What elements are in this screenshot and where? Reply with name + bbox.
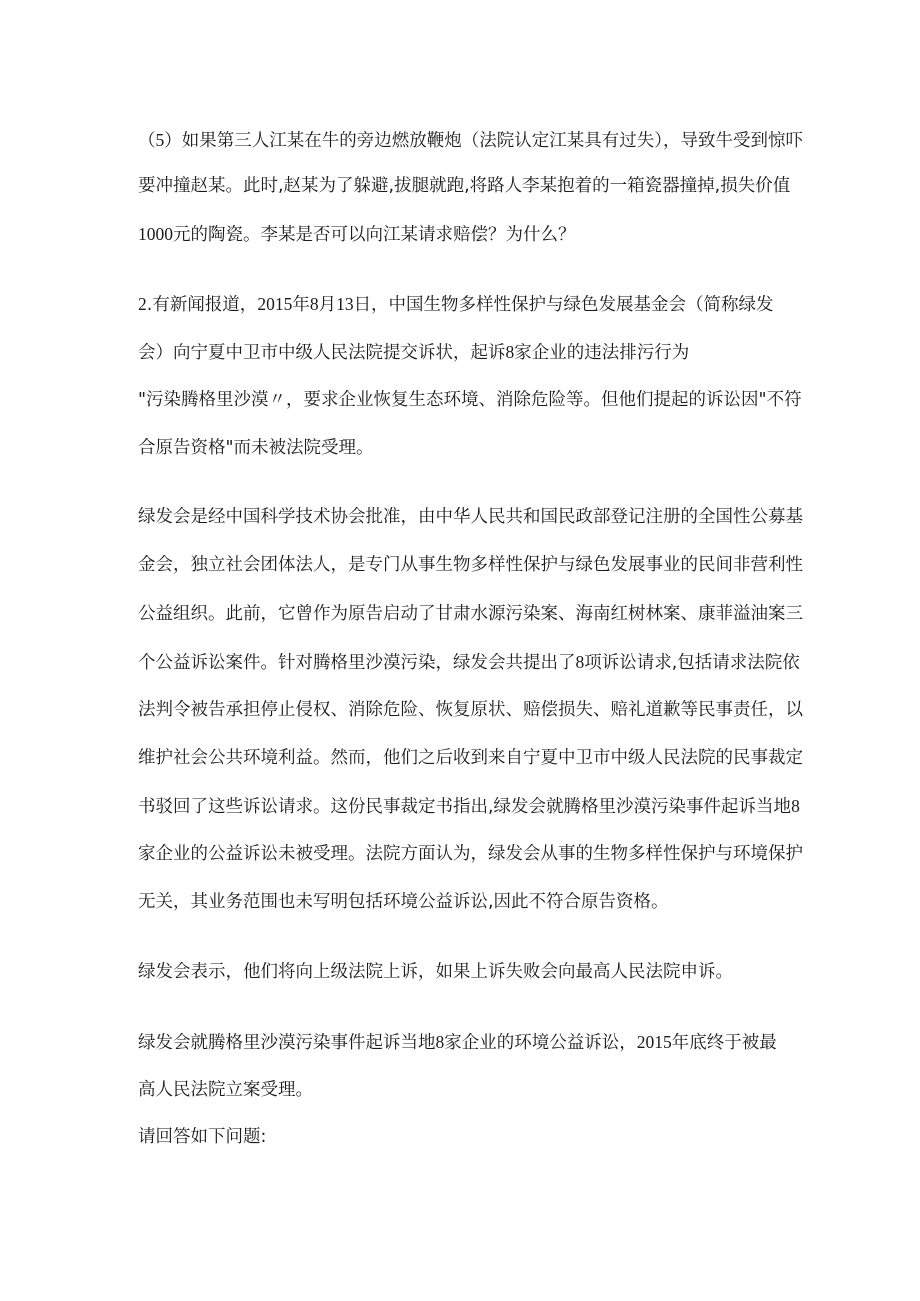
text-line: 无关，其业务范围也未写明包括环境公益诉讼,因此不符合原告资格。 [138, 892, 669, 912]
number-text: 5 [155, 130, 165, 150]
number-text: 8 [505, 342, 515, 362]
number-text: 13 [336, 294, 354, 314]
text-line: 金会，独立社会团体法人，是专门从事生物多样性保护与绿色发展事业的民间非营利性 [138, 555, 803, 575]
text-line: 高人民法院立案受理。 [138, 1080, 313, 1100]
text-line: 2.有新闻报道，2015年8月13日，中国生物多样性保护与绿色发展基金会（简称绿发 [138, 294, 774, 315]
number-text: 2015 [257, 294, 293, 314]
number-text: 2015 [636, 1032, 672, 1052]
text-line: 会）向宁夏中卫市中级人民法院提交诉状，起诉8家企业的违法排污行为 [138, 342, 690, 363]
text-line: 绿发会就腾格里沙漠污染事件起诉当地8家企业的环境公益诉讼，2015年底终于被最 [138, 1032, 777, 1053]
text-line: 请回答如下问题: [138, 1127, 267, 1147]
text-line: 合原告资格"而未被法院受理。 [138, 438, 374, 458]
text-line: 公益组织。此前，它曾作为原告启动了甘肃水源污染案、海南红树林案、康菲溢油案三 [138, 604, 803, 624]
text-line: 1000元的陶瓷。李某是否可以向江某请求赔偿？为什么？ [138, 224, 576, 245]
number-text: 8 [435, 1032, 445, 1052]
number-text: 8 [309, 294, 319, 314]
text-line: 绿发会表示，他们将向上级法院上诉，如果上诉失败会向最高人民法院申诉。 [138, 962, 733, 982]
text-line: 法判令被告承担停止侵权、消除危险、恢复原状、赔偿损失、赔礼道歉等民事责任，以 [138, 700, 803, 720]
number-text: 1000 [138, 224, 173, 244]
number-text: 2 [138, 294, 147, 314]
number-text: 8 [575, 652, 585, 672]
text-line: 要冲撞赵某。此时,赵某为了躲避,拔腿就跑,将路人李某抱着的一箱瓷器撞掉,损失价值 [138, 176, 791, 196]
text-line: （5）如果第三人江某在牛的旁边燃放鞭炮（法院认定江某具有过失），导致牛受到惊吓 [138, 130, 803, 151]
text-line: "污染腾格里沙漠〃，要求企业恢复生态环境、消除危险等。但他们提起的诉讼因"不符 [138, 390, 802, 410]
text-line: 绿发会是经中国科学技术协会批准，由中华人民共和国民政部登记注册的全国性公募基 [138, 507, 803, 527]
text-line: 维护社会公共环境利益。然而，他们之后收到来自宁夏中卫市中级人民法院的民事裁定 [138, 748, 803, 768]
text-line: 书驳回了这些诉讼请求。这份民事裁定书指出,绿发会就腾格里沙漠污染事件起诉当地8 [138, 796, 800, 817]
number-text: 8 [791, 796, 800, 816]
text-line: 家企业的公益诉讼未被受理。法院方面认为，绿发会从事的生物多样性保护与环境保护 [138, 844, 803, 864]
text-line: 个公益诉讼案件。针对腾格里沙漠污染，绿发会共提出了8项诉讼请求,包括请求法院依 [138, 652, 800, 673]
